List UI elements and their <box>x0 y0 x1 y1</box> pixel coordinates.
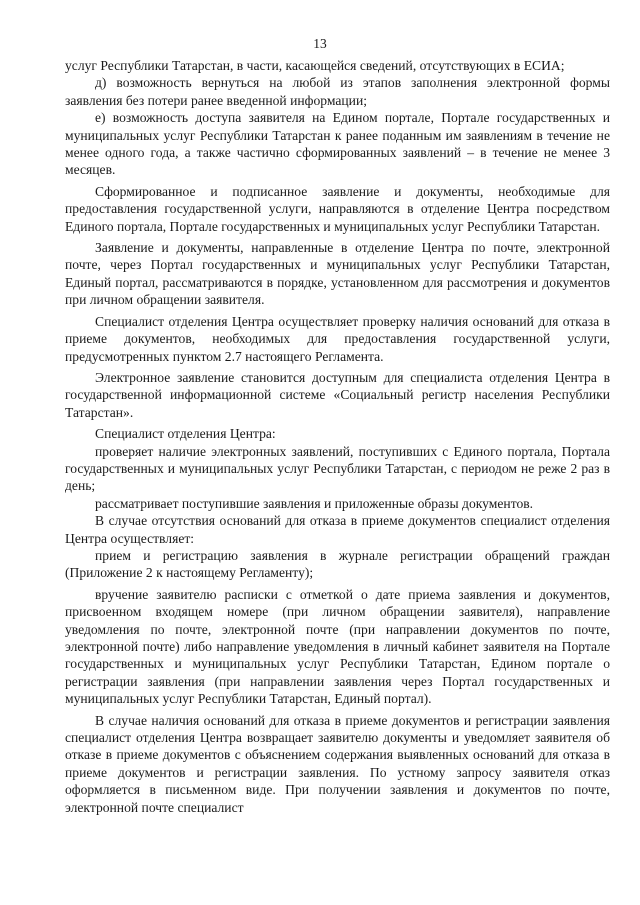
paragraph-specialist-heading: Специалист отделения Центра: <box>95 426 276 442</box>
paragraph-specialist-check: Специалист отделения Центра осуществляет проверку наличия оснований для отказа в приеме документов, необходимых для предоставления государственной услуги, предусмотренных пунктом 2.7 настоящего Регламента. <box>65 313 610 364</box>
paragraph-item-d: д) возможность вернуться на любой из этапов заполнения электронной формы заявления без потери ранее введенной информации; <box>65 75 610 108</box>
paragraph-reviews-applications: рассматривает поступившие заявления и приложенные образы документов. <box>95 495 534 511</box>
paragraph-refusal-grounds: В случае наличия оснований для отказа в приеме документов и регистрации заявления специалист отделения Центра возвращает заявителю документы и уведомляет заявителя об отказе в приеме документов с объяснением содержания выявленных оснований для отказа в приеме документов и регистрации заявления. По устному запросу заявителя отказ оформляется в письменном виде. При получении заявления и документов по почте, электронной почте специалист <box>65 712 610 815</box>
paragraph-no-refusal-grounds: В случае отсутствия оснований для отказа в приеме документов специалист отделения Центра осуществляет: <box>65 513 610 546</box>
paragraph-checks-applications: проверяет наличие электронных заявлений, поступивших с Единого портала, Портала государственных и муниципальных услуг Республики Татарстан, с периодом не реже 2 раз в день; <box>65 443 610 494</box>
paragraph-item-e: е) возможность доступа заявителя на Едином портале, Портале государственных и муниципальных услуг Республики Татарстан к ранее поданным им заявлениям в течение не менее одного года, а также частично сформированных заявлений – в течение не менее 3 месяцев. <box>65 110 610 178</box>
paragraph-mail-documents: Заявление и документы, направленные в отделение Центра по почте, электронной почте, через Портал государственных и муниципальных услуг Республики Татарстан, Единый портал, рассматриваются в порядке, установленном для рассмотрения и документов при личном обращении заявителя. <box>65 240 610 308</box>
paragraph-electronic-application: Электронное заявление становится доступным для специалиста отделения Центра в государственной информационной системе «Социальный регистр населения Республики Татарстан». <box>65 369 610 420</box>
paragraph-registration: прием и регистрацию заявления в журнале регистрации обращений граждан (Приложение 2 к настоящему Регламенту); <box>65 547 610 581</box>
paragraph-continuation-esia: услуг Республики Татарстан, в части, касающейся сведений, отсутствующих в ЕСИА; <box>65 58 565 73</box>
paragraph-receipt-delivery: вручение заявителю расписки с отметкой о дате приема заявления и документов, присвоенном входящем номере (при личном обращении заявителя), направление уведомления по почте, электронной почте (при направлении документов по почте, электронной почте) либо направление уведомления в личный кабинет заявителя на Портале государственных и муниципальных услуг Республики Татарстан, Едином портале о регистрации заявления (при направлении заявления через Портал государственных и муниципальных услуг Республики Татарстан, Единый портал). <box>65 586 610 707</box>
document-body <box>65 57 610 816</box>
page-number: 13 <box>313 36 327 51</box>
paragraph-submitted-application: Сформированное и подписанное заявление и документы, необходимые для предоставления государственной услуги, направляются в отделение Центра посредством Единого портала, Портале государственных и муниципальных услуг Республики Татарстан. <box>65 183 610 234</box>
